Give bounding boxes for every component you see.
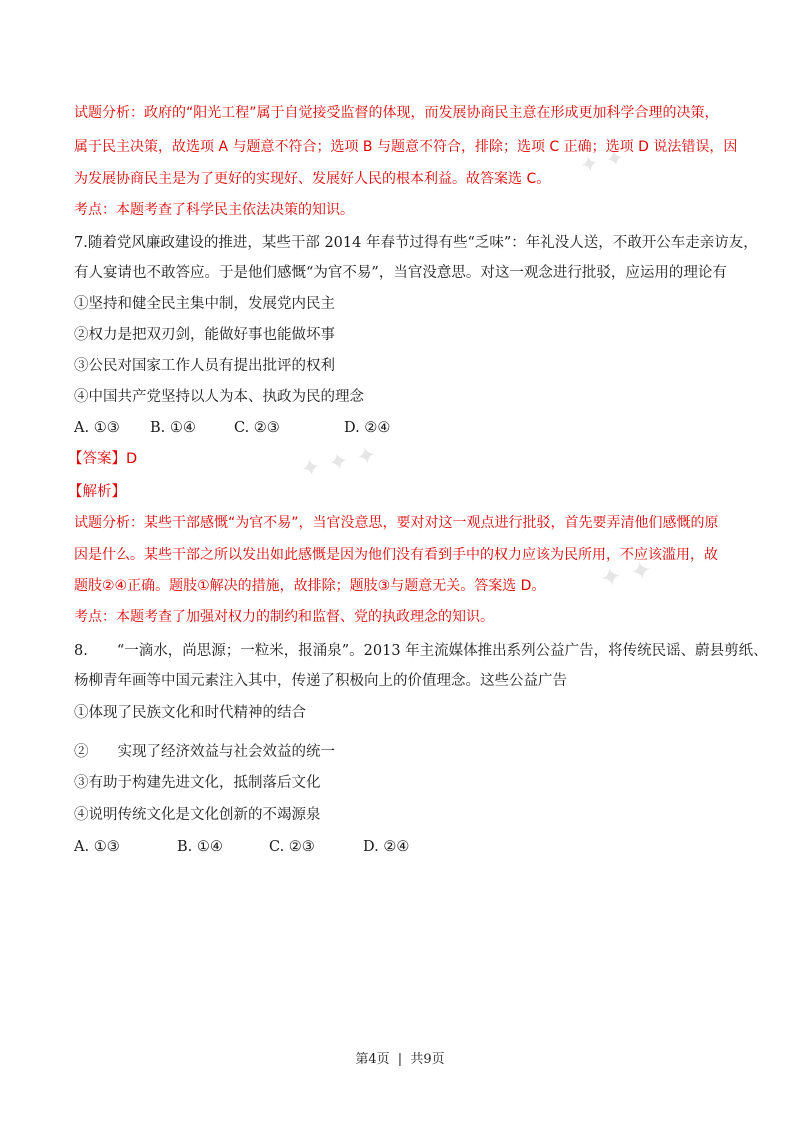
- q7-analysis-line: 题肢②④正确。题肢①解决的措施，故排除；题肢③与题意无关。答案选 D。: [74, 578, 546, 594]
- q7-stem-line: 7.随着党风廉政建设的推进，某些干部 2014 年春节过得有些“乏味”：年礼没人送，不敢开公车走亲访友，: [74, 235, 758, 251]
- q8-options: [74, 837, 409, 857]
- q8-stem-line: 杨柳青年画等中国元素注入其中，传递了积极向上的价值理念。这些公益广告: [74, 673, 567, 689]
- q7-analysis-line: 因是什么。某些干部之所以发出如此感慨是因为他们没有看到手中的权力应该为民所用，不应该滥用，故: [74, 547, 718, 563]
- watermark: ✦ ✦: [577, 145, 627, 180]
- q7-option-b: B. ①④: [150, 420, 196, 436]
- q7-analysis-line: 试题分析：某些干部感慨“为官不易”，当官没意思，要对对这一观点进行批驳，首先要弄清他们感慨的原: [74, 515, 719, 531]
- q8-option-c: C. ②③: [269, 839, 315, 855]
- q7-option-a: A. ①③: [74, 420, 120, 436]
- q8-item: ①体现了民族文化和时代精神的结合: [74, 705, 306, 721]
- q7-item: ①坚持和健全民主集中制，发展党内民主: [74, 296, 335, 312]
- q6-analysis-line: 试题分析：政府的“阳光工程”属于自觉接受监督的体现，而发展协商民主意在形成更加科学合理的决策，: [74, 105, 719, 121]
- page-number: 第4页: [355, 1052, 390, 1067]
- watermark: ✦ ✦: [597, 554, 656, 596]
- q7-stem-line: 有人宴请也不敢答应。于是他们感慨“为官不易”，当官没意思。对这一观念进行批驳，应运用的理论有: [74, 265, 727, 281]
- q6-analysis-line: 为发展协商民主是为了更好的实现好、发展好人民的根本利益。故答案选 C。: [74, 171, 551, 187]
- q7-option-d: D. ②④: [344, 420, 391, 436]
- q7-option-c: C. ②③: [234, 420, 280, 436]
- q8-option-a: A. ①③: [74, 839, 120, 855]
- watermark: ✦ ✦ ✦: [297, 440, 380, 484]
- q7-item: ④中国共产党坚持以人为本、执政为民的理念: [74, 389, 364, 405]
- page-footer: [0, 1048, 800, 1067]
- q8-item: ② 实现了经济效益与社会效益的统一: [74, 744, 335, 760]
- q7-kaodian: 考点：本题考查了加强对权力的制约和监督、党的执政理念的知识。: [74, 609, 494, 625]
- q7-item: ②权力是把双刃剑，能做好事也能做坏事: [74, 327, 335, 343]
- q8-stem-line: 8. “一滴水，尚思源；一粒米，报涌泉”。2013 年主流媒体推出系列公益广告，将传统民谣、蔚县剪纸、: [74, 643, 768, 659]
- q8-option-b: B. ①④: [177, 839, 223, 855]
- q8-item: ③有助于构建先进文化，抵制落后文化: [74, 775, 321, 791]
- q7-answer: 【答案】D: [68, 451, 138, 467]
- q6-kaodian: 考点：本题考查了科学民主依法决策的知识。: [74, 202, 354, 218]
- q8-item: ④说明传统文化是文化创新的不竭源泉: [74, 807, 321, 823]
- page-total: 共9页: [410, 1052, 445, 1067]
- q7-jiexi-label: 【解析】: [68, 484, 126, 500]
- q7-options: [74, 418, 390, 438]
- q6-analysis-line: 属于民主决策，故选项 A 与题意不符合；选项 B 与题意不符合，排除；选项 C 正确；选项 D 说法错误，因: [74, 139, 738, 155]
- footer-separator: |: [397, 1052, 403, 1067]
- q8-option-d: D. ②④: [363, 839, 410, 855]
- q7-item: ③公民对国家工作人员有提出批评的权利: [74, 358, 335, 374]
